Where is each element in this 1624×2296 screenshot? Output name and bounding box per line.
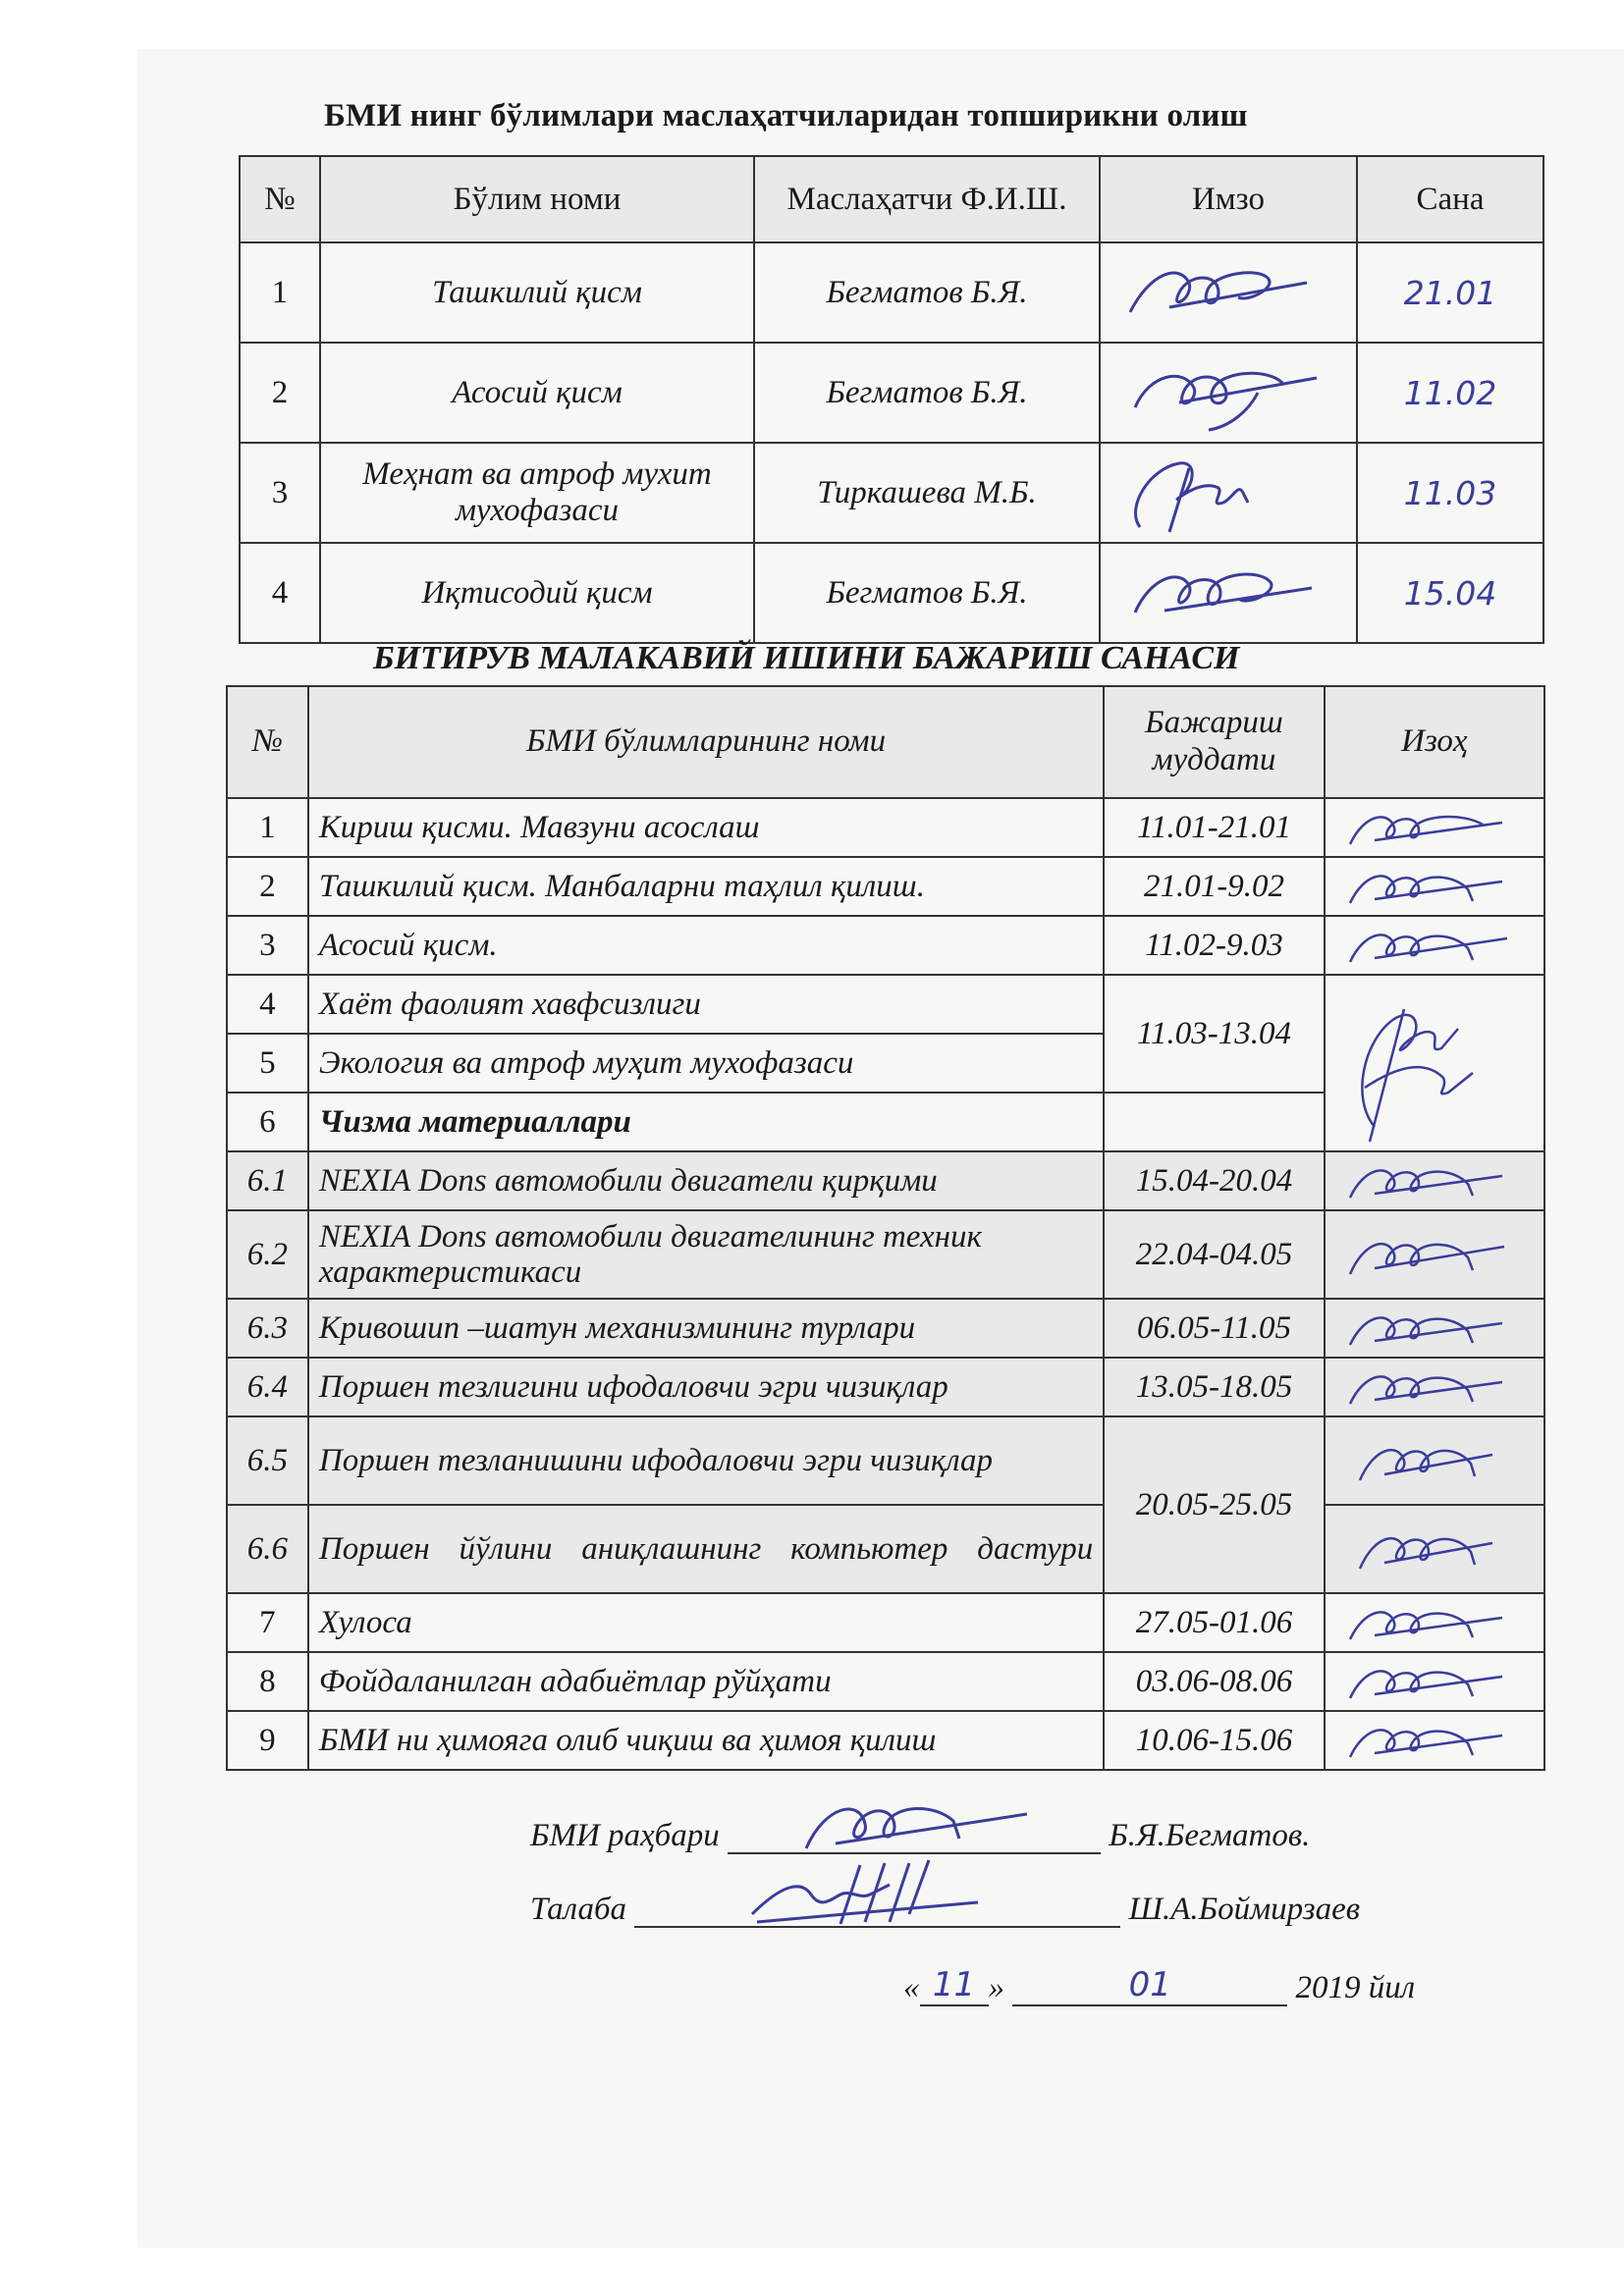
schedule-table: [226, 685, 1545, 1771]
signature-icon: [1335, 1225, 1512, 1284]
row-num: 9: [227, 1711, 308, 1770]
student-line: [530, 1892, 1360, 1928]
section-name: Хулоса: [308, 1593, 1104, 1652]
consult-table: [239, 155, 1544, 644]
date-line: [903, 1965, 1415, 2006]
col-header-num: №: [240, 156, 320, 242]
section-name: Асосий қисм.: [308, 916, 1104, 975]
row-num: 6.5: [227, 1416, 308, 1505]
signature-icon: [1335, 1156, 1512, 1205]
signature-cell: [1325, 1593, 1544, 1652]
col-header-num: №: [227, 686, 308, 798]
period: 03.06-08.06: [1104, 1652, 1324, 1711]
period: 06.05-11.05: [1104, 1299, 1324, 1358]
table-row: [227, 1652, 1544, 1711]
table-row: [227, 916, 1544, 975]
period: 11.01-21.01: [1104, 798, 1324, 857]
section-name: Фойдаланилган адабиётлар рўйҳати: [308, 1652, 1104, 1711]
date-month: 01: [1012, 1965, 1287, 2006]
table-row: [240, 343, 1543, 443]
period: 22.04-04.05: [1104, 1210, 1324, 1299]
section-name: Асосий қисм: [320, 343, 754, 443]
student-label: Талаба: [530, 1892, 627, 1927]
signature-icon: [1335, 1598, 1512, 1647]
row-num: 6.3: [227, 1299, 308, 1358]
section-name: Ташкилий қисм. Манбаларни таҳлил қилиш.: [308, 857, 1104, 916]
signature-cell: [1325, 1711, 1544, 1770]
row-num: 2: [227, 857, 308, 916]
schedule-title: БИТИРУВ МАЛАКАВИЙ ИШИНИ БАЖАРИШ САНАСИ: [373, 640, 1240, 676]
section-name: Чизма материаллари: [308, 1093, 1104, 1151]
signature-icon: [1110, 554, 1326, 632]
table-row: [240, 242, 1543, 343]
signature-cell: [1325, 916, 1544, 975]
signature-cell: [1100, 343, 1357, 443]
col-header-signature: Имзо: [1100, 156, 1357, 242]
period: 20.05-25.05: [1104, 1416, 1324, 1593]
period: 11.03-13.04: [1104, 975, 1324, 1093]
signature-cell: [1325, 975, 1544, 1151]
signature-cell: [1100, 443, 1357, 543]
section-name: NEXIA Dons автомобили двигателининг техник характеристикаси: [308, 1210, 1104, 1299]
date-handwritten: 11.02: [1357, 343, 1543, 443]
period: 13.05-18.05: [1104, 1358, 1324, 1416]
signature-icon: [786, 1789, 1042, 1858]
section-name: Меҳнат ва атроф мухит мухофазаси: [320, 443, 754, 543]
period: 15.04-20.04: [1104, 1151, 1324, 1210]
table-row: [227, 1593, 1544, 1652]
row-num: 6.2: [227, 1210, 308, 1299]
row-num: 4: [227, 975, 308, 1034]
signature-cell: [1325, 1210, 1544, 1299]
row-num: 6: [227, 1093, 308, 1151]
table-row: [227, 1210, 1544, 1299]
date-day: 11: [920, 1965, 989, 2006]
signature-icon: [1335, 1657, 1512, 1706]
row-num: 1: [227, 798, 308, 857]
signature-icon: [1335, 1304, 1512, 1353]
row-num: 4: [240, 543, 320, 643]
row-num: 6.4: [227, 1358, 308, 1416]
signature-icon: [1110, 353, 1326, 432]
signature-cell: [1325, 1652, 1544, 1711]
period-empty: [1104, 1093, 1324, 1151]
signature-icon: [1335, 1520, 1512, 1578]
row-num: 5: [227, 1034, 308, 1093]
table-row: [227, 1505, 1544, 1593]
advisor-name: Тиркашева М.Б.: [754, 443, 1100, 543]
signature-cell: [1325, 1358, 1544, 1416]
supervisor-signature-line: [728, 1819, 1101, 1854]
signature-icon: [1335, 1362, 1512, 1412]
section-name: Поршен тезлигини ифодаловчи эгри чизиқлар: [308, 1358, 1104, 1416]
table-header-row: [240, 156, 1543, 242]
table-row: [240, 543, 1543, 643]
section-name: Иқтисодий қисм: [320, 543, 754, 643]
supervisor-line: [530, 1818, 1310, 1854]
table-header-row: [227, 686, 1544, 798]
section-name: Кривошип –шатун механизмининг турлари: [308, 1299, 1104, 1358]
table-row: [227, 1151, 1544, 1210]
signature-icon: [1335, 980, 1512, 1147]
section-name: Ташкилий қисм: [320, 242, 754, 343]
supervisor-name: Б.Я.Бегматов.: [1109, 1818, 1311, 1853]
table-row: [227, 1711, 1544, 1770]
signature-icon: [1110, 253, 1326, 332]
section-name: Экология ва атроф муҳит мухофазаси: [308, 1034, 1104, 1093]
signature-cell: [1325, 857, 1544, 916]
row-num: 3: [240, 443, 320, 543]
signature-icon: [742, 1855, 988, 1934]
signature-icon: [1335, 921, 1512, 970]
date-handwritten: 15.04: [1357, 543, 1543, 643]
col-header-advisor: Маслаҳатчи Ф.И.Ш.: [754, 156, 1100, 242]
period: 27.05-01.06: [1104, 1593, 1324, 1652]
col-header-note: Изоҳ: [1325, 686, 1544, 798]
row-num: 1: [240, 242, 320, 343]
row-num: 7: [227, 1593, 308, 1652]
student-signature-line: [634, 1893, 1120, 1928]
signature-cell: [1325, 1416, 1544, 1505]
signature-icon: [1335, 862, 1512, 911]
section-name: NEXIA Dons автомобили двигатели қирқими: [308, 1151, 1104, 1210]
row-num: 6.6: [227, 1505, 308, 1593]
page-margin: [0, 0, 137, 2296]
advisor-name: Бегматов Б.Я.: [754, 343, 1100, 443]
date-open-quote: «: [903, 1970, 920, 2005]
section-name: Поршен йўлини аниқлашнинг компьютер дастури: [308, 1505, 1104, 1593]
table-row: [227, 1416, 1544, 1505]
date-handwritten: 11.03: [1357, 443, 1543, 543]
col-header-date: Сана: [1357, 156, 1543, 242]
signature-icon: [1335, 803, 1512, 852]
row-num: 6.1: [227, 1151, 308, 1210]
section-name: БМИ ни ҳимояга олиб чиқиш ва ҳимоя қилиш: [308, 1711, 1104, 1770]
signature-cell: [1325, 1151, 1544, 1210]
supervisor-label: БМИ раҳбари: [530, 1818, 720, 1853]
col-header-period: Бажариш муддати: [1104, 686, 1324, 798]
date-year: 2019 йил: [1295, 1970, 1416, 2005]
col-header-section: Бўлим номи: [320, 156, 754, 242]
row-num: 3: [227, 916, 308, 975]
advisor-name: Бегматов Б.Я.: [754, 543, 1100, 643]
signature-icon: [1335, 1716, 1512, 1765]
date-close-quote: »: [988, 1970, 1004, 2005]
table-row: [227, 857, 1544, 916]
table-row: [227, 1299, 1544, 1358]
period: 10.06-15.06: [1104, 1711, 1324, 1770]
signature-cell: [1100, 543, 1357, 643]
signature-icon: [1335, 1431, 1512, 1490]
col-header-section-name: БМИ бўлимларининг номи: [308, 686, 1104, 798]
table-row: [227, 1358, 1544, 1416]
signature-cell: [1100, 242, 1357, 343]
signature-cell: [1325, 798, 1544, 857]
period: 11.02-9.03: [1104, 916, 1324, 975]
advisor-name: Бегматов Б.Я.: [754, 242, 1100, 343]
table-row: [227, 798, 1544, 857]
row-num: 8: [227, 1652, 308, 1711]
student-name: Ш.А.Боймирзаев: [1128, 1892, 1361, 1927]
signature-cell: [1325, 1299, 1544, 1358]
period: 21.01-9.02: [1104, 857, 1324, 916]
signature-icon: [1110, 449, 1326, 537]
table-row: [227, 975, 1544, 1034]
date-handwritten: 21.01: [1357, 242, 1543, 343]
consult-title: БМИ нинг бўлимлари маслаҳатчиларидан топширикни олиш: [324, 98, 1248, 133]
signature-cell: [1325, 1505, 1544, 1593]
section-name: Хаёт фаолият хавфсизлиги: [308, 975, 1104, 1034]
table-row: [240, 443, 1543, 543]
section-name: Кириш қисми. Мавзуни асослаш: [308, 798, 1104, 857]
row-num: 2: [240, 343, 320, 443]
section-name: Поршен тезланишини ифодаловчи эгри чизиқлар: [308, 1416, 1104, 1505]
